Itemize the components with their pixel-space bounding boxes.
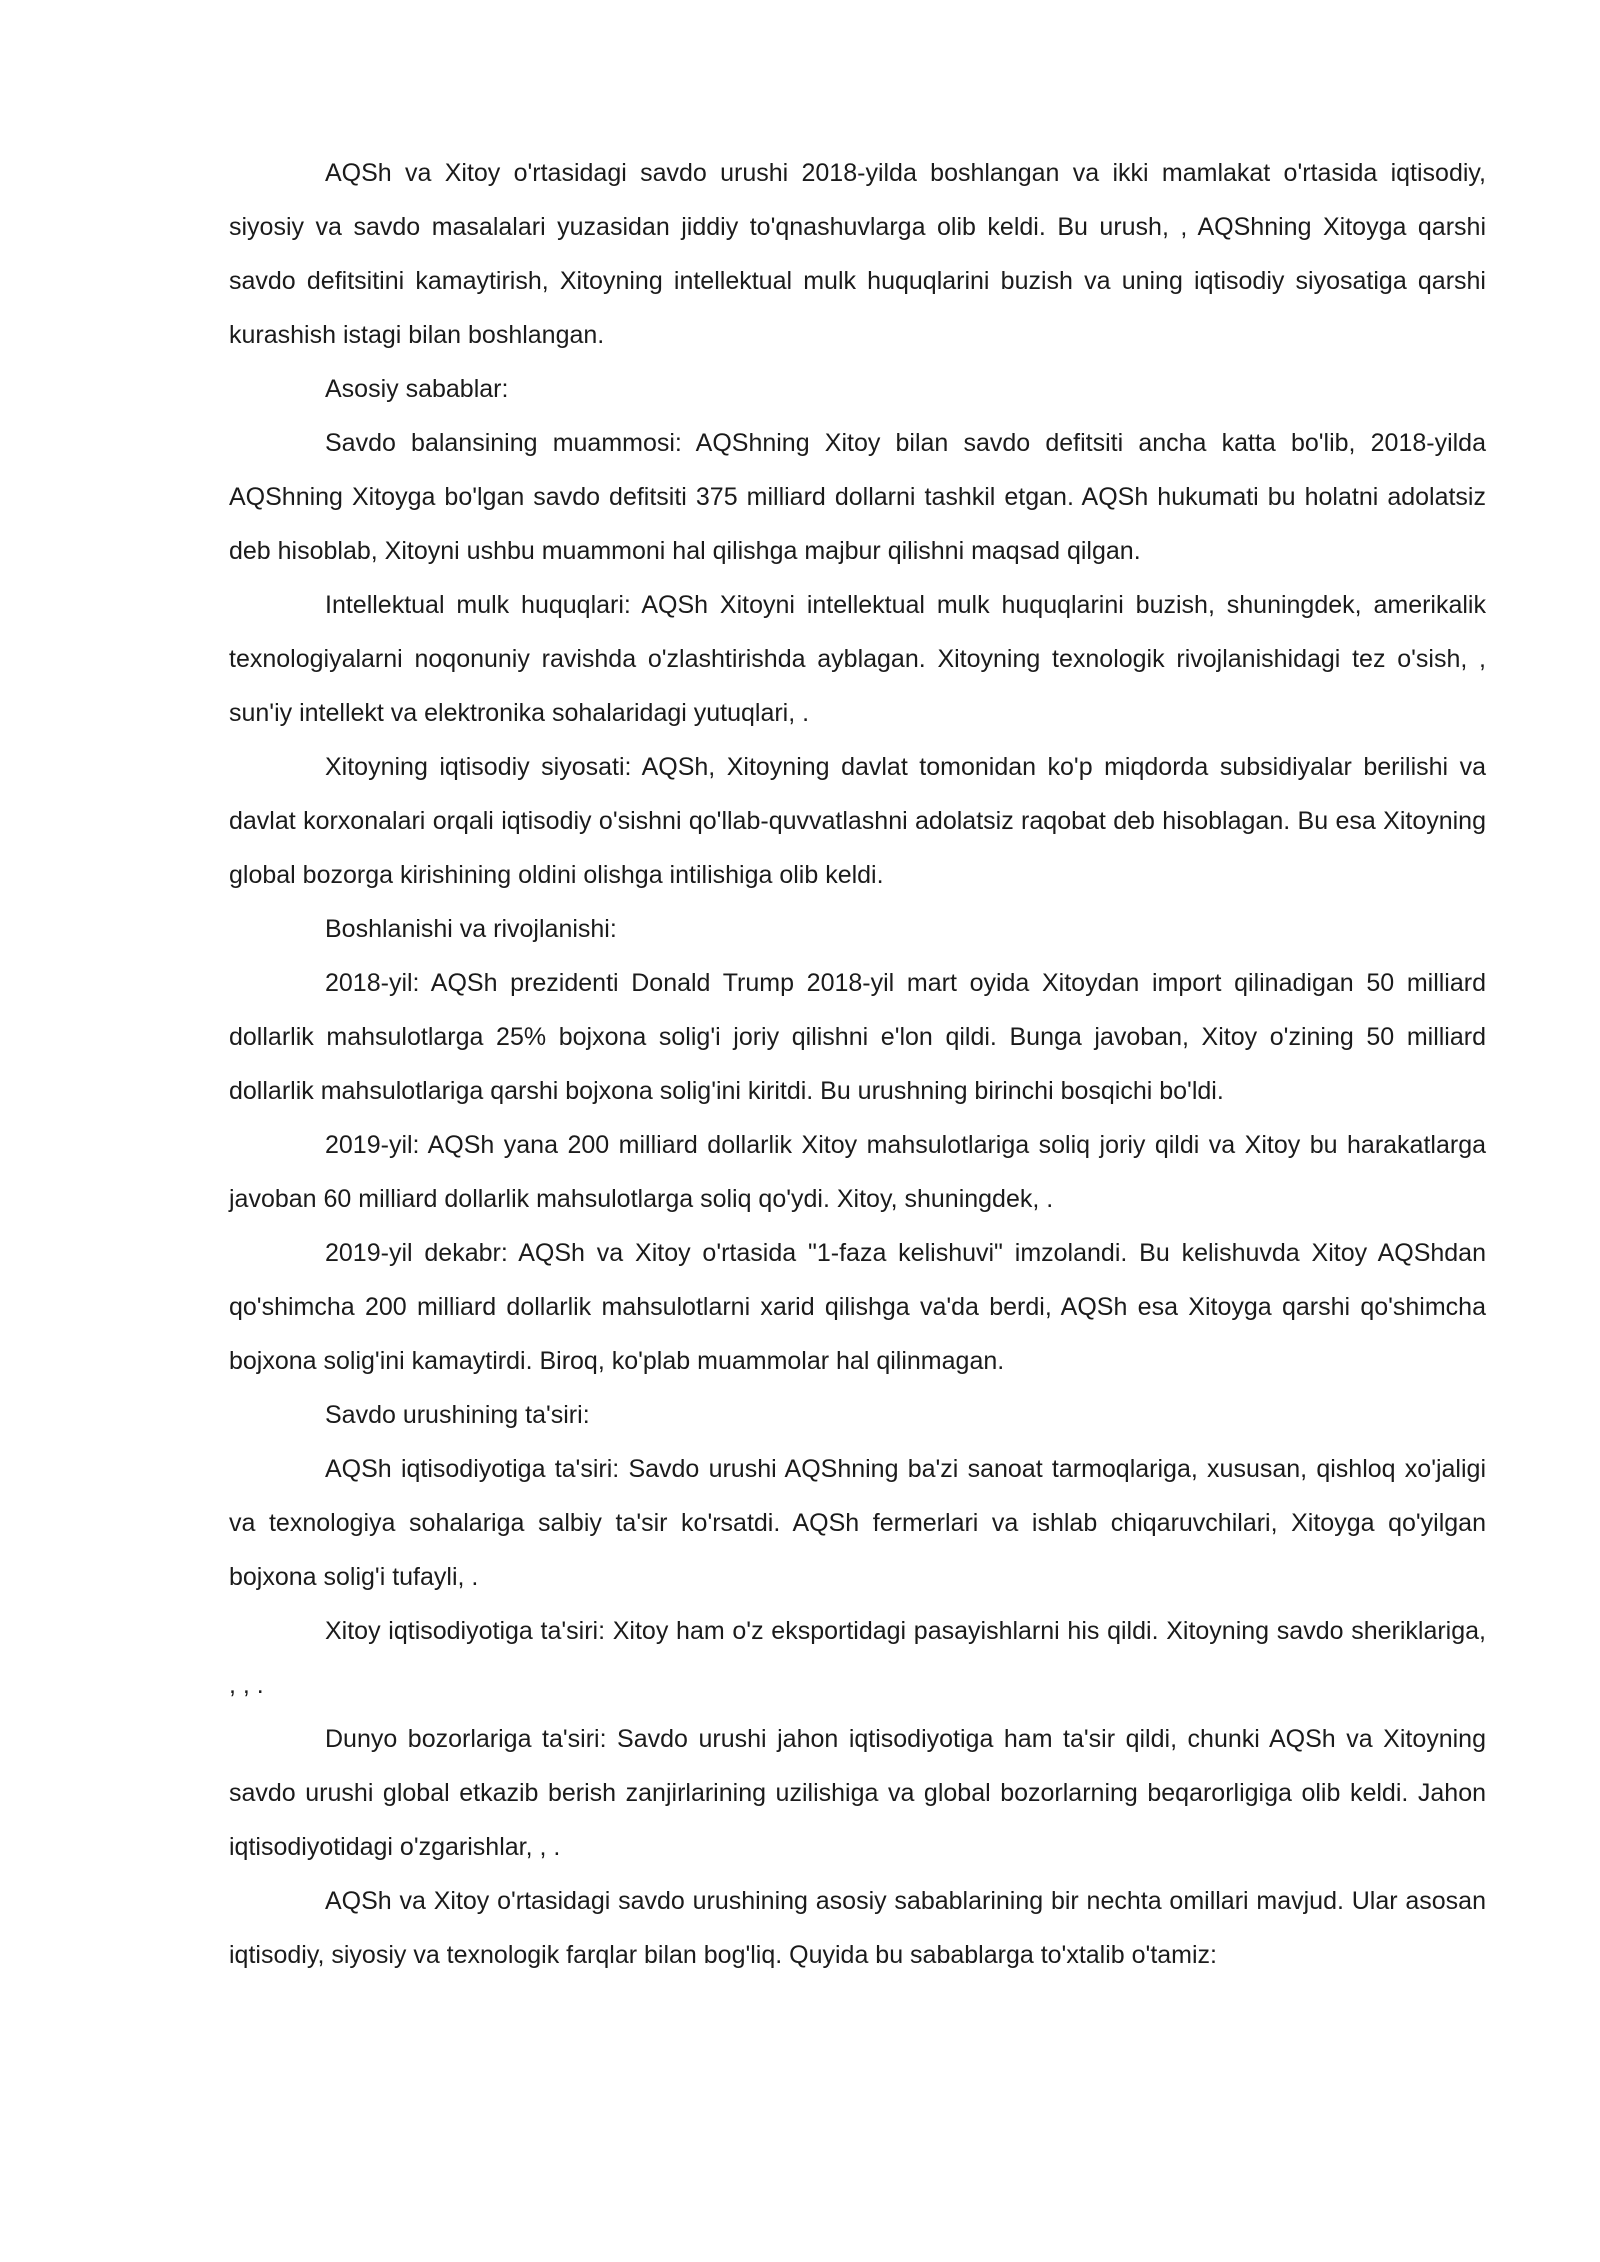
paragraph-closing: AQSh va Xitoy o'rtasidagi savdo urushining asosiy sabablarining bir nechta omillari mavjud. Ular asosan iqtisodiy, siyosiy va texnologik farqlar bilan bog'liq. Quyida bu sabablarga to'xtalib o'tamiz:: [229, 1887, 1486, 1969]
paragraph-intellectual-property: Intellektual mulk huquqlari: AQSh Xitoyni intellektual mulk huquqlarini buzish, shuningdek, amerikalik texnologiyalarni noqonuniy ravishda o'zlashtirishda ayblagan. Xitoyning texnologik rivojlanishidagi tez o'sish, , sun'iy intellekt va elektronika sohalaridagi yutuqlari, .: [229, 591, 1486, 727]
paragraph-us-economy: AQSh iqtisodiyotiga ta'siri: Savdo urushi AQShning ba'zi sanoat tarmoqlariga, xususan, qishloq xo'jaligi va texnologiya sohalariga salbiy ta'sir ko'rsatdi. AQSh fermerlari va ishlab chiqaruvchilari, Xitoyga qo'yilgan bojxona solig'i tufayli, .: [229, 1455, 1486, 1591]
section-heading-impact: Savdo urushining ta'siri:: [325, 1401, 590, 1429]
intro-paragraph: AQSh va Xitoy o'rtasidagi savdo urushi 2018-yilda boshlangan va ikki mamlakat o'rtasida iqtisodiy, siyosiy va savdo masalalari yuzasidan jiddiy to'qnashuvlarga olib keldi. Bu urush, , AQShning Xitoyga qarshi savdo defitsitini kamaytirish, Xitoyning intellektual mulk huquqlarini buzish va uning iqtisodiy siyosatiga qarshi kurashish istagi bilan boshlangan.: [229, 159, 1486, 349]
paragraph-2019-december: 2019-yil dekabr: AQSh va Xitoy o'rtasida "1-faza kelishuvi" imzolandi. Bu kelishuvda Xitoy AQShdan qo'shimcha 200 milliard dollarlik mahsulotlarni xarid qilishga va'da berdi, AQSh esa Xitoyga qarshi qo'shimcha bojxona solig'ini kamaytirdi. Biroq, ko'plab muammolar hal qilinmagan.: [229, 1239, 1486, 1375]
section-heading-main-causes: Asosiy sabablar:: [325, 375, 509, 403]
document-body: [229, 146, 1486, 1982]
paragraph-2018: 2018-yil: AQSh prezidenti Donald Trump 2018-yil mart oyida Xitoydan import qilinadigan 50 milliard dollarlik mahsulotlarga 25% bojxona solig'i joriy qilishni e'lon qildi. Bunga javoban, Xitoy o'zining 50 milliard dollarlik mahsulotlariga qarshi bojxona solig'ini kiritdi. Bu urushning birinchi bosqichi bo'ldi.: [229, 969, 1486, 1105]
paragraph-economic-policy: Xitoyning iqtisodiy siyosati: AQSh, Xitoyning davlat tomonidan ko'p miqdorda subsidiyalar berilishi va davlat korxonalari orqali iqtisodiy o'sishni qo'llab-quvvatlashni adolatsiz raqobat deb hisoblagan. Bu esa Xitoyning global bozorga kirishining oldini olishga intilishiga olib keldi.: [229, 753, 1486, 889]
section-heading-beginning: Boshlanishi va rivojlanishi:: [325, 915, 617, 943]
paragraph-trade-balance: Savdo balansining muammosi: AQShning Xitoy bilan savdo defitsiti ancha katta bo'lib, 2018-yilda AQShning Xitoyga bo'lgan savdo defitsiti 375 milliard dollarni tashkil etgan. AQSh hukumati bu holatni adolatsiz deb hisoblab, Xitoyni ushbu muammoni hal qilishga majbur qilishni maqsad qilgan.: [229, 429, 1486, 565]
paragraph-china-economy: Xitoy iqtisodiyotiga ta'siri: Xitoy ham o'z eksportidagi pasayishlarni his qildi. Xitoyning savdo sheriklariga, , , .: [229, 1617, 1486, 1699]
paragraph-world-markets: Dunyo bozorlariga ta'siri: Savdo urushi jahon iqtisodiyotiga ham ta'sir qildi, chunki AQSh va Xitoyning savdo urushi global etkazib berish zanjirlarining uzilishiga va global bozorlarning beqarorligiga olib keldi. Jahon iqtisodiyotidagi o'zgarishlar, , .: [229, 1725, 1486, 1861]
paragraph-2019: 2019-yil: AQSh yana 200 milliard dollarlik Xitoy mahsulotlariga soliq joriy qildi va Xitoy bu harakatlarga javoban 60 milliard dollarlik mahsulotlarga soliq qo'ydi. Xitoy, shuningdek, .: [229, 1131, 1486, 1213]
